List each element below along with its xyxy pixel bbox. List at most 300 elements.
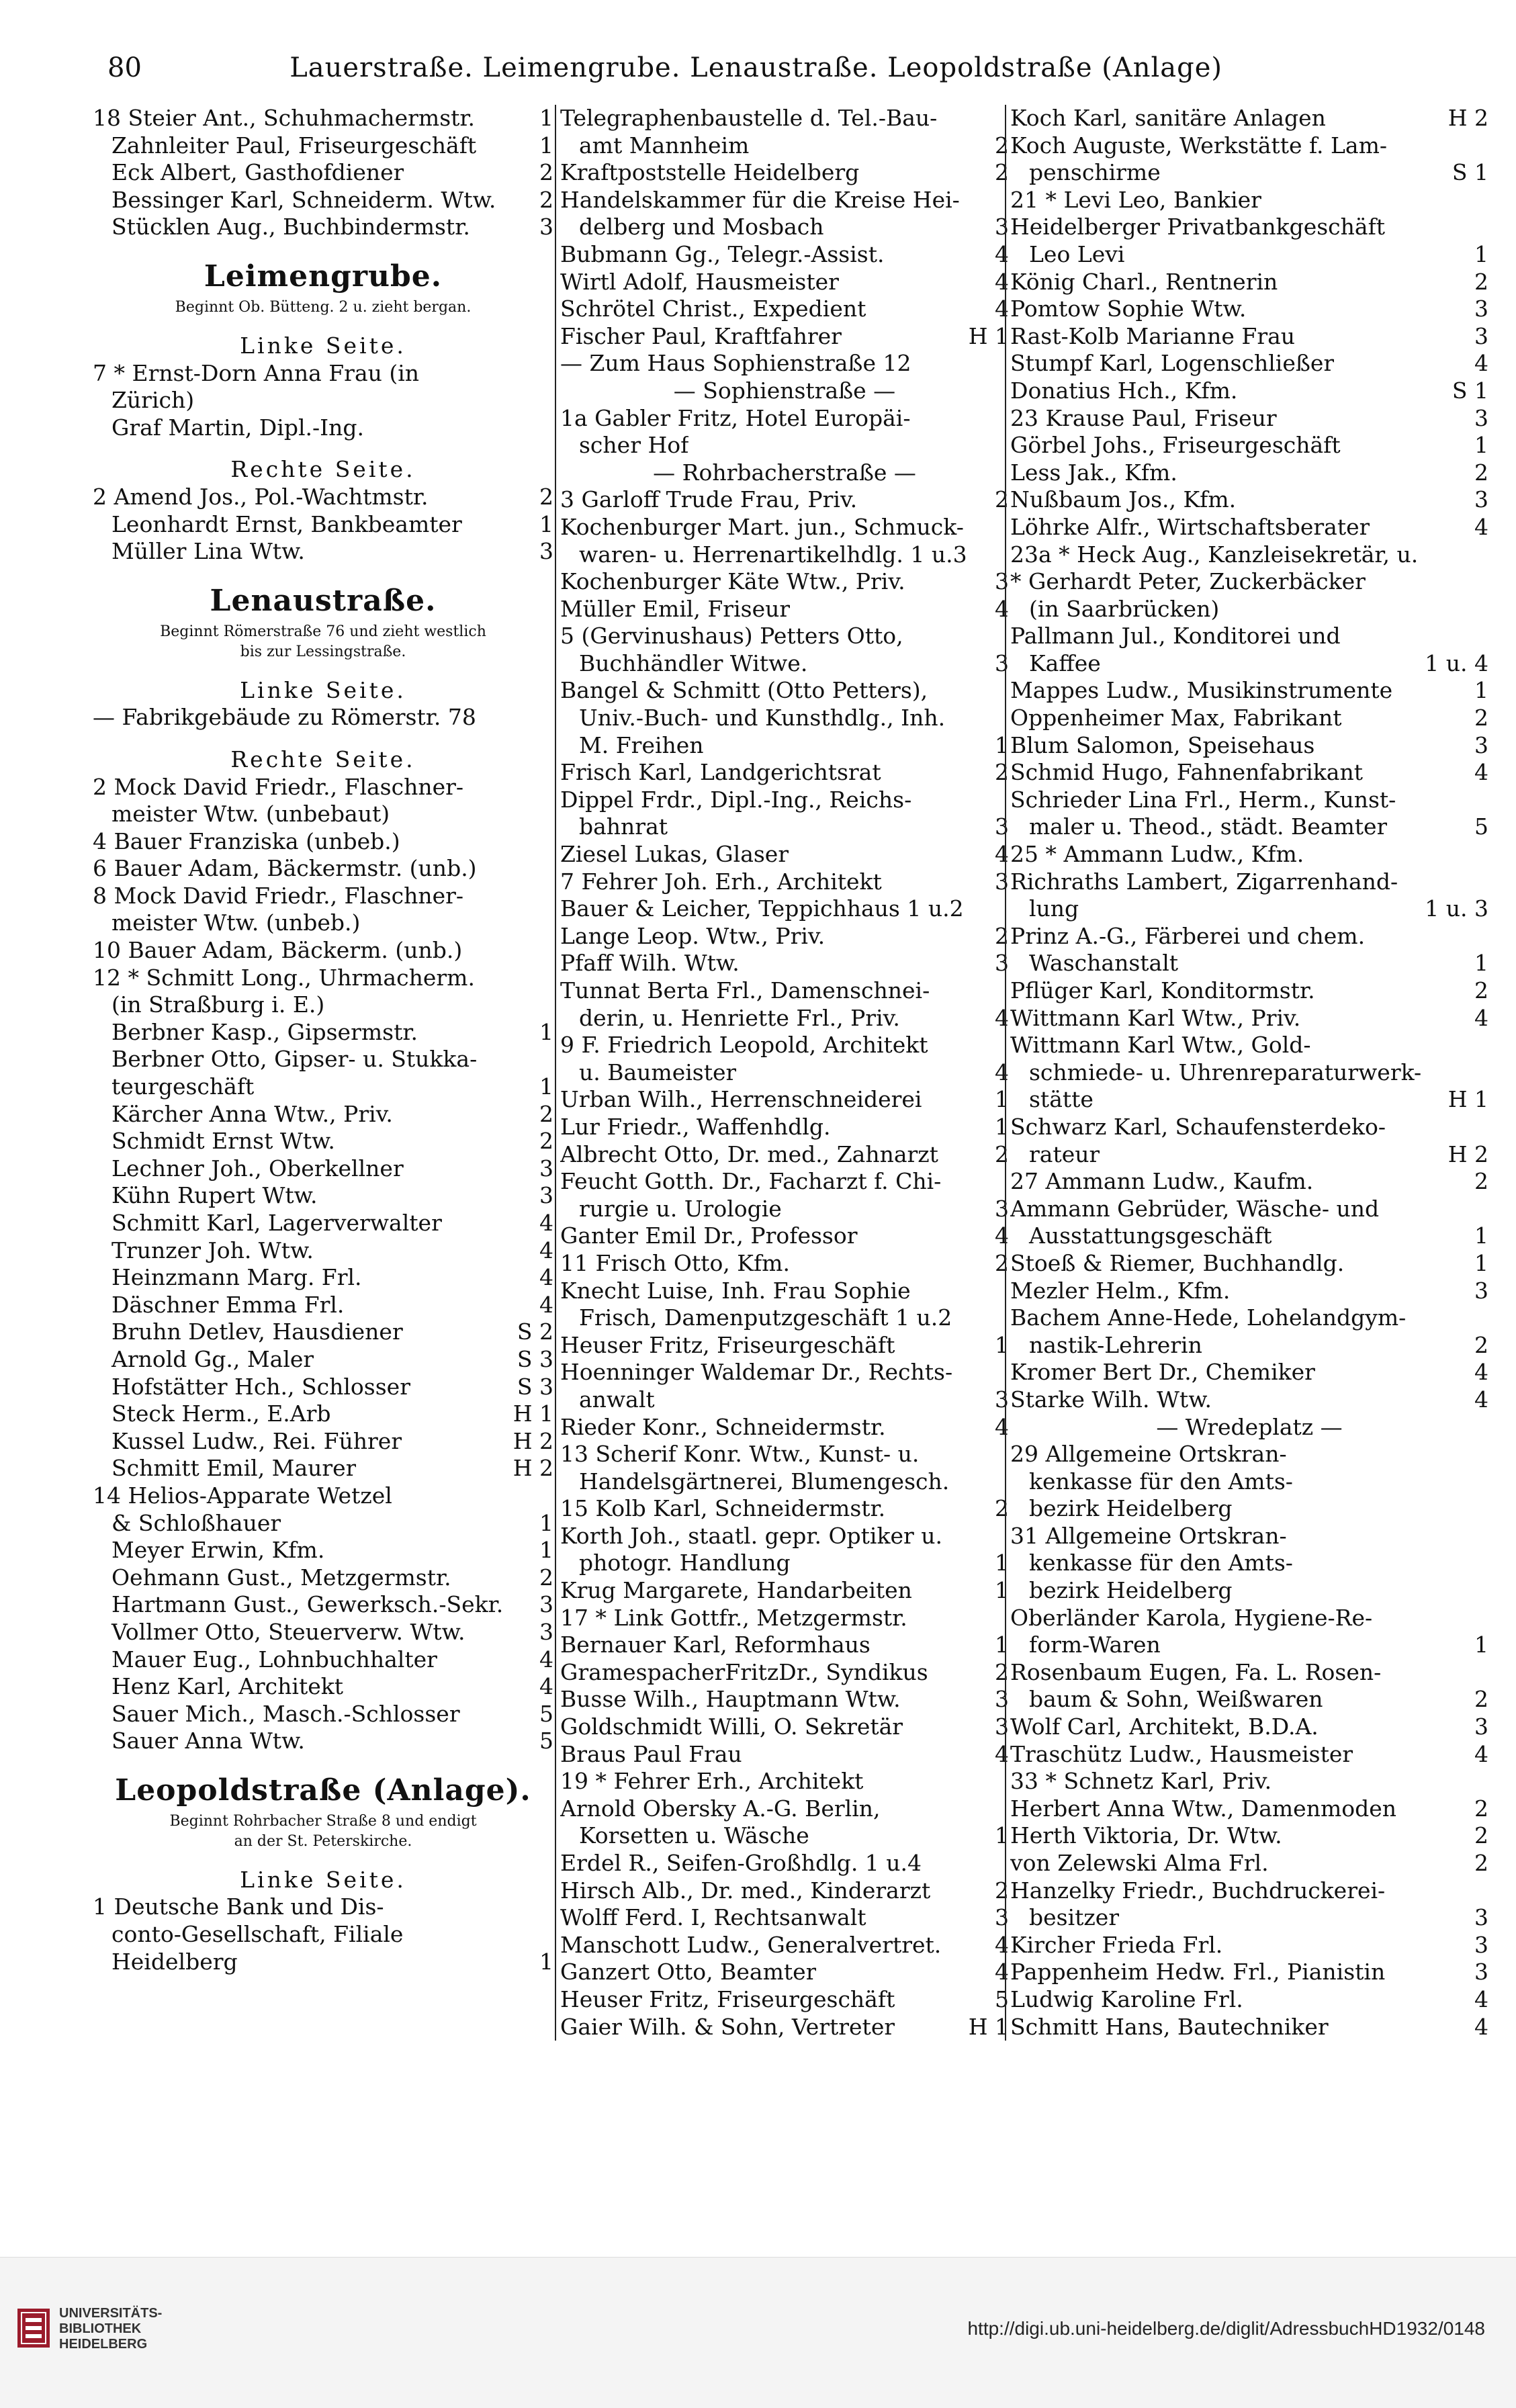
entry-text: 1 Deutsche Bank und Dis-: [93, 1893, 384, 1920]
entry-text: 11 Frisch Otto, Kfm.: [560, 1249, 790, 1276]
entry-text: M. Freihen: [579, 731, 704, 758]
directory-entry: [560, 1250, 1009, 1278]
entry-text: teurgeschäft: [112, 1073, 255, 1100]
directory-entry: [560, 405, 1009, 433]
directory-entry: [1010, 1768, 1488, 1795]
entry-text: Telegraphenbaustelle d. Tel.-Bau-: [560, 105, 938, 131]
floor-number: 1: [539, 1948, 553, 1975]
directory-entry: [560, 1495, 1009, 1523]
directory-entry: [560, 977, 1009, 1005]
directory-entry: [560, 1932, 1009, 1959]
floor-number: 1 u. 4: [1425, 650, 1488, 676]
floor-number: [1484, 868, 1488, 896]
directory-entry: [1010, 187, 1488, 214]
floor-number: [549, 801, 553, 828]
source-url-link[interactable]: http://digi.ub.uni-heidelberg.de/diglit/AdressbuchHD1932/0148: [967, 2318, 1485, 2339]
entry-text: Mappes Ludw., Musikinstrumente: [1010, 677, 1393, 704]
entry-text: & Schloßhauer: [112, 1509, 281, 1536]
directory-entry: [560, 541, 1009, 569]
directory-entry: [1010, 1059, 1488, 1087]
directory-entry: [1010, 377, 1488, 405]
floor-number: 2: [1474, 1686, 1488, 1713]
street-description: Beginnt Römerstraße 76 und zieht westlich: [160, 623, 486, 640]
floor-number: 4: [995, 1413, 1009, 1440]
floor-number: 4: [1474, 1359, 1488, 1386]
directory-entry: [1010, 1304, 1488, 1332]
entry-text: Ammann Gebrüder, Wäsche- und: [1010, 1195, 1380, 1222]
entry-text: Krug Margarete, Handarbeiten: [560, 1577, 912, 1604]
page-header: [101, 44, 1222, 91]
floor-number: 1: [995, 1113, 1009, 1140]
entry-text: Ziesel Lukas, Glaser: [560, 841, 789, 868]
directory-entry: [560, 1304, 1009, 1332]
entry-text: 4 Bauer Franziska (unbeb.): [93, 828, 400, 854]
entry-text: delberg und Mosbach: [579, 214, 824, 240]
entry-text: schmiede- u. Uhrenreparaturwerk-: [1029, 1059, 1422, 1085]
entry-text: 25 * Ammann Ludw., Kfm.: [1010, 841, 1304, 868]
entry-text: derin, u. Henriette Frl., Priv.: [579, 1004, 900, 1031]
floor-number: 3: [995, 214, 1009, 240]
floor-number: 1: [1474, 1249, 1488, 1276]
directory-entry: [560, 1659, 1009, 1687]
floor-number: 1: [995, 1331, 1009, 1358]
entry-text: Wirtl Adolf, Hausmeister: [560, 268, 839, 295]
floor-number: 2: [539, 186, 553, 213]
entry-text: Rieder Konr., Schneidermstr.: [560, 1413, 886, 1440]
floor-number: 1: [995, 1822, 1009, 1849]
entry-text: Traschütz Ludw., Hausmeister: [1010, 1740, 1353, 1767]
entry-text: Kochenburger Mart. jun., Schmuck-: [560, 513, 964, 540]
floor-number: [1484, 923, 1488, 950]
directory-entry: [1010, 459, 1488, 487]
directory-entry: [560, 787, 1009, 814]
entry-text: Wittmann Karl Wtw., Priv.: [1010, 1004, 1301, 1031]
floor-number: [549, 937, 553, 965]
floor-number: 1: [539, 1537, 553, 1564]
directory-entry: [1010, 241, 1488, 269]
entry-text: Pappenheim Hedw. Frl., Pianistin: [1010, 1959, 1386, 1986]
entry-text: Korth Joh., staatl. gepr. Optiker u.: [560, 1522, 943, 1549]
floor-number: 3: [539, 1155, 553, 1181]
floor-number: H 2: [512, 1455, 553, 1482]
entry-text: stätte: [1029, 1086, 1094, 1113]
entry-text: Starke Wilh. Wtw.: [1010, 1386, 1212, 1413]
entry-text: Löhrke Alfr., Wirtschaftsberater: [1010, 513, 1370, 540]
entry-text: Schrieder Lina Frl., Herm., Kunst-: [1010, 786, 1396, 813]
floor-number: [1484, 787, 1488, 814]
directory-entry: [1010, 568, 1488, 596]
floor-number: 2: [995, 132, 1009, 159]
directory-entry: [1010, 1168, 1488, 1196]
directory-entry: [1010, 1523, 1488, 1550]
entry-text: 19 * Fehrer Erh., Architekt: [560, 1768, 864, 1795]
entry-text: 8 Mock David Friedr., Flaschner-: [93, 882, 464, 909]
entry-text: amt Mannheim: [579, 132, 750, 159]
floor-number: 4: [539, 1646, 553, 1673]
entry-text: bahnrat: [579, 813, 668, 840]
entry-text: Goldschmidt Willi, O. Sekretär: [560, 1713, 903, 1740]
floor-number: [1484, 623, 1488, 650]
floor-number: 1: [995, 731, 1009, 758]
entry-text: meister Wtw. (unbebaut): [112, 801, 390, 828]
directory-entry: [93, 801, 553, 828]
floor-number: 2: [995, 1495, 1009, 1522]
entry-text: 23 Krause Paul, Friseur: [1010, 404, 1277, 431]
directory-entry: [1010, 1822, 1488, 1850]
directory-entry: [1010, 1495, 1488, 1523]
entry-text: Oppenheimer Max, Fabrikant: [1010, 705, 1342, 731]
floor-number: [549, 704, 553, 731]
directory-entry: [560, 677, 1009, 705]
street-description: Beginnt Rohrbacher Straße 8 und endigt: [169, 1812, 477, 1830]
entry-text: Braus Paul Frau: [560, 1740, 742, 1767]
directory-entry: [1010, 105, 1488, 132]
floor-number: [1484, 1768, 1488, 1795]
directory-entry: [560, 132, 1009, 160]
floor-number: [549, 883, 553, 910]
directory-entry: [560, 1005, 1009, 1032]
entry-text: Steck Herm., E.Arb: [112, 1400, 331, 1427]
floor-number: 4: [995, 1931, 1009, 1958]
entry-text: 9 F. Friedrich Leopold, Architekt: [560, 1032, 928, 1059]
section-label: Linke Seite.: [240, 676, 406, 703]
floor-number: 2: [995, 1658, 1009, 1685]
floor-number: H 1: [968, 2013, 1009, 2040]
directory-entry: [560, 813, 1009, 841]
directory-entry: [560, 923, 1009, 950]
floor-number: 3: [995, 868, 1009, 895]
floor-number: H 2: [1447, 105, 1488, 131]
directory-entry: [1010, 705, 1488, 732]
directory-entry: [560, 241, 1009, 269]
directory-entry: [93, 387, 553, 414]
entry-text: nastik-Lehrerin: [1029, 1331, 1202, 1358]
entry-text: Busse Wilh., Hauptmann Wtw.: [560, 1686, 901, 1713]
directory-entry: [1010, 1577, 1488, 1605]
floor-number: [1484, 596, 1488, 623]
entry-text: 21 * Levi Leo, Bankier: [1010, 186, 1261, 213]
floor-number: 2: [995, 922, 1009, 949]
directory-entry: [93, 828, 553, 856]
floor-number: 2: [1474, 705, 1488, 731]
entry-text: Kaffee: [1029, 650, 1101, 676]
entry-text: Dippel Frdr., Dipl.-Ing., Reichs-: [560, 786, 912, 813]
page-number: 80: [107, 52, 142, 83]
floor-number: H 2: [1447, 1141, 1488, 1167]
floor-number: 2: [1474, 459, 1488, 486]
floor-number: [549, 1893, 553, 1921]
directory-entry: [1010, 486, 1488, 514]
entry-text: Arnold Obersky A.-G. Berlin,: [560, 1795, 881, 1822]
floor-number: [1484, 1468, 1488, 1496]
directory-entry: [1010, 1795, 1488, 1823]
floor-number: 3: [1474, 296, 1488, 322]
floor-number: 2: [1474, 268, 1488, 295]
entry-text: Müller Emil, Friseur: [560, 595, 791, 622]
directory-entry: [560, 1632, 1009, 1659]
directory-entry: [560, 1523, 1009, 1550]
entry-text: Hartmann Gust., Gewerksch.-Sekr.: [112, 1591, 504, 1618]
directory-entry: [560, 1278, 1009, 1305]
directory-entry: [560, 1713, 1009, 1741]
entry-text: Donatius Hch., Kfm.: [1010, 377, 1238, 404]
entry-text: 14 Helios-Apparate Wetzel: [93, 1482, 392, 1509]
entry-text: Oehmann Gust., Metzgermstr.: [112, 1564, 451, 1591]
entry-text: Wolf Carl, Architekt, B.D.A.: [1010, 1713, 1319, 1740]
entry-text: Ludwig Karoline Frl.: [1010, 1986, 1243, 2012]
directory-entry: [1010, 759, 1488, 787]
directory-entry: [560, 1822, 1009, 1850]
floor-number: 3: [995, 950, 1009, 977]
floor-number: 2: [995, 1141, 1009, 1167]
spacer: [93, 441, 553, 456]
entry-text: Heidelberger Privatbankgeschäft: [1010, 214, 1386, 240]
directory-entry: [560, 759, 1009, 787]
entry-text: 29 Allgemeine Ortskran-: [1010, 1441, 1287, 1468]
entry-text: Heuser Fritz, Friseurgeschäft: [560, 1986, 895, 2012]
floor-number: [1484, 1304, 1488, 1332]
directory-entry: [1010, 1850, 1488, 1877]
entry-text: 2 Amend Jos., Pol.-Wachtmstr.: [93, 483, 429, 510]
entry-text: Erdel R., Seifen-Großhdlg. 1 u.4: [560, 1850, 922, 1876]
floor-number: 5: [995, 1986, 1009, 2012]
directory-entry: [93, 538, 553, 566]
floor-number: 5: [539, 1700, 553, 1727]
entry-text: GramespacherFritzDr., Syndikus: [560, 1658, 928, 1685]
directory-entry: [93, 1673, 553, 1701]
entry-text: Däschner Emma Frl.: [112, 1291, 345, 1318]
directory-entry: [1010, 1141, 1488, 1169]
floor-number: 3: [539, 1591, 553, 1618]
directory-entry: [1010, 1005, 1488, 1032]
directory-entry: [1010, 950, 1488, 977]
entry-text: — Fabrikgebäude zu Römerstr. 78: [93, 704, 476, 731]
entry-text: Leo Levi: [1029, 240, 1125, 267]
floor-number: 2: [995, 486, 1009, 513]
directory-entry: [1010, 1032, 1488, 1059]
floor-number: 2: [995, 759, 1009, 786]
entry-text: rateur: [1029, 1141, 1100, 1167]
directory-entry: [1010, 432, 1488, 459]
entry-text: Herth Viktoria, Dr. Wtw.: [1010, 1822, 1282, 1849]
directory-entry: [93, 1101, 553, 1128]
floor-number: S 3: [517, 1345, 553, 1372]
directory-entry: [1010, 1441, 1488, 1468]
floor-number: 3: [539, 1182, 553, 1209]
floor-number: 2: [1474, 1168, 1488, 1195]
entry-text: Bubmann Gg., Telegr.-Assist.: [560, 240, 885, 267]
directory-entry: [560, 1168, 1009, 1196]
entry-text: Schrötel Christ., Expedient: [560, 296, 866, 322]
entry-text: 18 Steier Ant., Schuhmachermstr.: [93, 105, 476, 131]
directory-entry: [1010, 1632, 1488, 1659]
floor-number: 2: [539, 1100, 553, 1127]
directory-entry: [93, 132, 553, 160]
entry-text: Lur Friedr., Waffenhdlg.: [560, 1113, 831, 1140]
directory-entry: [93, 105, 553, 132]
directory-entry: [93, 965, 553, 992]
entry-text: Less Jak., Kfm.: [1010, 459, 1177, 486]
directory-entry: [560, 1904, 1009, 1932]
directory-entry: [93, 1019, 553, 1046]
floor-number: 1: [539, 1509, 553, 1536]
floor-number: 1: [539, 132, 553, 159]
directory-entry: [93, 774, 553, 801]
directory-entry: [93, 1701, 553, 1728]
entry-text: Mauer Eug., Lohnbuchhalter: [112, 1646, 437, 1673]
entry-text: Frisch, Damenputzgeschäft 1 u.2: [579, 1304, 952, 1331]
floor-number: 4: [995, 1959, 1009, 1986]
directory-entry: [1010, 813, 1488, 841]
floor-number: 1: [995, 1632, 1009, 1658]
entry-text: 31 Allgemeine Ortskran-: [1010, 1522, 1287, 1549]
floor-number: [1484, 1059, 1488, 1087]
directory-entry: [560, 1032, 1009, 1059]
entry-text: 33 * Schnetz Karl, Priv.: [1010, 1768, 1272, 1795]
floor-number: 4: [995, 1222, 1009, 1249]
directory-entry: [560, 1986, 1009, 2014]
entry-text: von Zelewski Alma Frl.: [1010, 1850, 1269, 1876]
directory-entry: [93, 704, 553, 731]
directory-entry: [93, 1374, 553, 1401]
floor-number: 1 u. 3: [1425, 895, 1488, 922]
floor-number: [1484, 1877, 1488, 1905]
entry-text: Müller Lina Wtw.: [112, 538, 305, 565]
directory-entry: [1010, 677, 1488, 705]
directory-entry: [560, 323, 1009, 351]
floor-number: 3: [995, 650, 1009, 676]
directory-entry: [1010, 623, 1488, 650]
directory-entry: [1010, 650, 1488, 678]
entry-text: kenkasse für den Amts-: [1029, 1550, 1293, 1576]
floor-number: 2: [1474, 1822, 1488, 1849]
directory-entry: [93, 855, 553, 883]
entry-text: Manschott Ludw., Generalvertret.: [560, 1931, 942, 1958]
entry-text: Sauer Anna Wtw.: [112, 1728, 305, 1754]
floor-number: 1: [1474, 950, 1488, 977]
directory-entry: [93, 1046, 553, 1073]
directory-entry: [93, 1510, 553, 1537]
directory-entry: [1010, 405, 1488, 433]
library-footer: [0, 2257, 1516, 2408]
floor-number: 3: [995, 1713, 1009, 1740]
entry-text: Hofstätter Hch., Schlosser: [112, 1373, 410, 1400]
directory-entry: [1010, 514, 1488, 541]
entry-text: * Gerhardt Peter, Zuckerbäcker: [1010, 568, 1366, 595]
floor-number: 2: [1474, 1331, 1488, 1358]
entry-text: Prinz A.-G., Färberei und chem.: [1010, 922, 1366, 949]
directory-entry: [93, 909, 553, 937]
floor-number: 4: [995, 1740, 1009, 1767]
entry-text: scher Hof: [579, 432, 689, 459]
floor-number: 1: [995, 1086, 1009, 1113]
directory-entry: [1010, 1086, 1488, 1114]
floor-number: [1484, 1495, 1488, 1523]
directory-entry: [1010, 1986, 1488, 2014]
directory-entry: [93, 1482, 553, 1510]
floor-number: 2: [1474, 1795, 1488, 1822]
directory-entry: [1010, 296, 1488, 323]
directory-entry: [560, 1222, 1009, 1250]
floor-number: 2: [539, 483, 553, 510]
floor-number: 4: [995, 595, 1009, 622]
directory-entry: [560, 1332, 1009, 1359]
entry-text: Kussel Ludw., Rei. Führer: [112, 1427, 402, 1454]
floor-number: [549, 855, 553, 883]
directory-entry: [93, 511, 553, 539]
entry-text: Gaier Wilh. & Sohn, Vertreter: [560, 2013, 895, 2040]
floor-number: 3: [539, 538, 553, 565]
floor-number: 1: [1474, 240, 1488, 267]
floor-number: [1484, 132, 1488, 160]
entry-text: Meyer Erwin, Kfm.: [112, 1537, 325, 1564]
entry-text: Ausstattungsgeschäft: [1029, 1222, 1272, 1249]
directory-entry: [560, 269, 1009, 296]
floor-number: 4: [995, 841, 1009, 868]
floor-number: [1484, 541, 1488, 569]
floor-number: 1: [1474, 677, 1488, 704]
directory-entry: [93, 484, 553, 511]
directory-entry: [560, 568, 1009, 596]
entry-text: Koch Karl, sanitäre Anlagen: [1010, 105, 1326, 131]
spacer: [93, 318, 553, 332]
floor-number: [1484, 187, 1488, 214]
entry-text: Tunnat Berta Frl., Damenschnei-: [560, 977, 930, 1004]
floor-number: 2: [995, 1877, 1009, 1904]
entry-text: Korsetten u. Wäsche: [579, 1822, 809, 1849]
entry-text: 2 Mock David Friedr., Flaschner-: [93, 773, 464, 800]
directory-entry: [1010, 841, 1488, 868]
spacer: [93, 731, 553, 746]
floor-number: 4: [539, 1237, 553, 1263]
entry-text: Arnold Gg., Maler: [112, 1345, 314, 1372]
floor-number: H 1: [512, 1400, 553, 1427]
floor-number: [549, 1921, 553, 1949]
directory-entry: [1010, 977, 1488, 1005]
floor-number: [1484, 1114, 1488, 1141]
directory-entry: [1010, 1605, 1488, 1632]
floor-number: [549, 1046, 553, 1073]
directory-entry: [93, 1073, 553, 1101]
directory-entry: [560, 1741, 1009, 1769]
floor-number: [549, 414, 553, 442]
directory-entry: [560, 214, 1009, 241]
directory-entry: [1010, 132, 1488, 160]
spacer: [93, 1852, 553, 1867]
entry-text: (in Straßburg i. E.): [112, 991, 325, 1018]
floor-number: H 2: [512, 1427, 553, 1454]
entry-text: u. Baumeister: [579, 1059, 737, 1085]
entry-text: Vollmer Otto, Steuerverw. Wtw.: [112, 1618, 465, 1645]
entry-text: Bachem Anne-Hede, Lohelandgym-: [1010, 1304, 1407, 1331]
directory-entry: [1010, 269, 1488, 296]
page-title: Lauerstraße. Leimengrube. Lenaustraße. Leopoldstraße (Anlage): [289, 52, 1222, 83]
directory-entry: [560, 650, 1009, 678]
floor-number: 3: [1474, 1959, 1488, 1986]
entry-text: bezirk Heidelberg: [1029, 1495, 1233, 1522]
directory-entry: [93, 937, 553, 965]
floor-number: S 3: [517, 1373, 553, 1400]
entry-text: Richraths Lambert, Zigarrenhand-: [1010, 868, 1398, 895]
directory-entry: [93, 214, 553, 241]
entry-text: Lange Leop. Wtw., Priv.: [560, 922, 826, 949]
entry-text: Graf Martin, Dipl.-Ing.: [112, 414, 365, 441]
floor-number: 3: [995, 1195, 1009, 1222]
floor-number: [1484, 568, 1488, 596]
directory-entry: [560, 1577, 1009, 1605]
spacer: [93, 662, 553, 677]
entry-text: Pomtow Sophie Wtw.: [1010, 296, 1247, 322]
